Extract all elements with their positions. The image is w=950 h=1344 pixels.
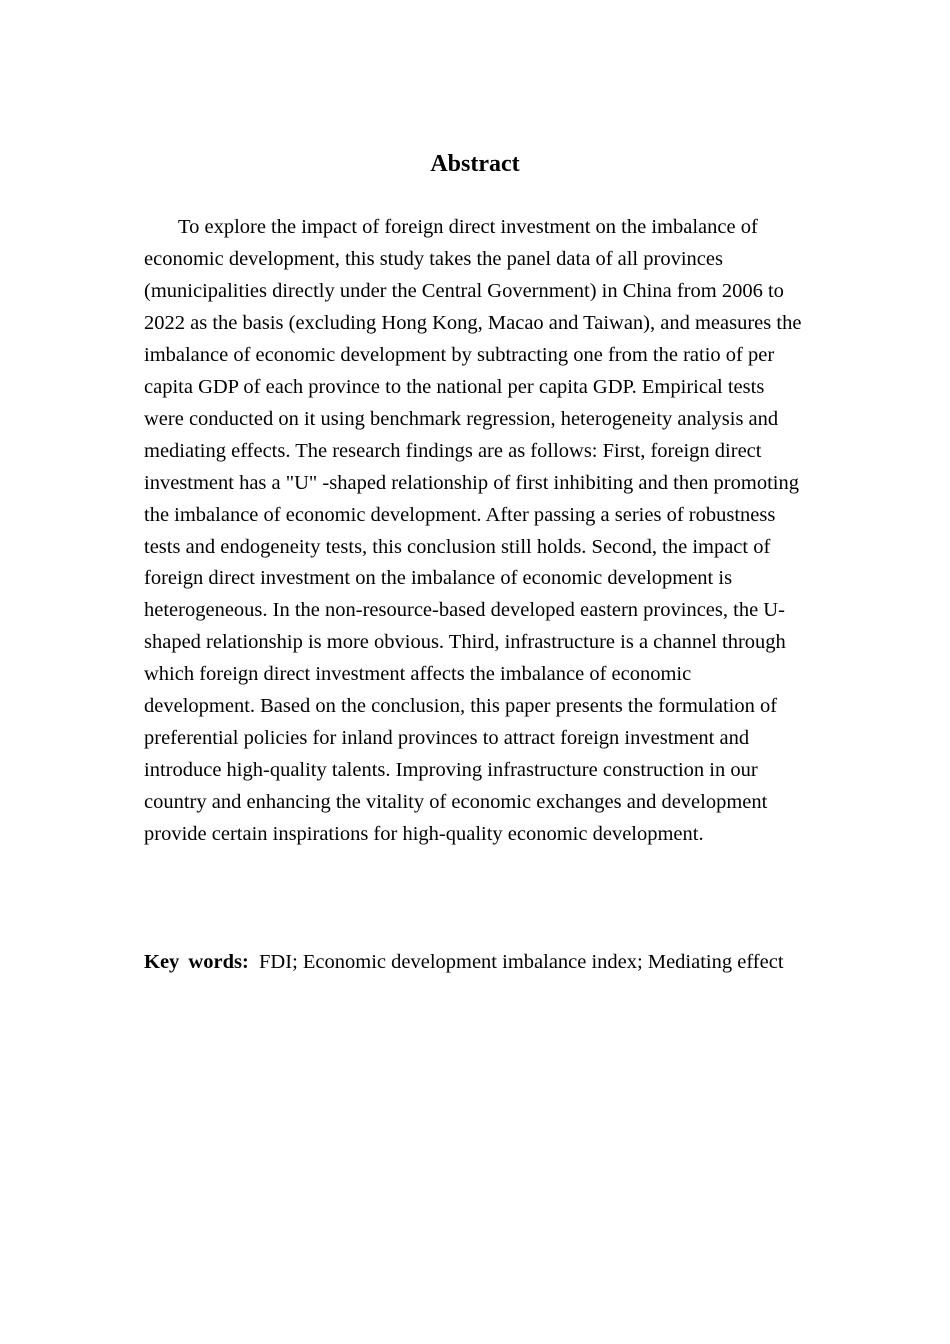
keywords-label: Key words: bbox=[144, 951, 249, 973]
abstract-body: To explore the impact of foreign direct investment on the imbalance of economic development, this study takes the panel data of all provinces (municipalities directly under the Central Government) in China from 2006 to 2022 as the basis (excluding Hong Kong, Macao and Taiwan), and measures the imbalance of economic development by subtracting one from the ratio of per capita GDP of each province to the national per capita GDP. Empirical tests were conducted on it using benchmark regression, heterogeneity analysis and mediating effects. The research findings are as follows: First, foreign direct investment has a "U" -shaped relationship of first inhibiting and then promoting the imbalance of economic development. After passing a series of robustness tests and endogeneity tests, this conclusion still holds. Second, the impact of foreign direct investment on the imbalance of economic development is heterogeneous. In the non-resource-based developed eastern provinces, the U-shaped relationship is more obvious. Third, infrastructure is a channel through which foreign direct investment affects the imbalance of economic development. Based on the conclusion, this paper presents the formulation of preferential policies for inland provinces to attract foreign investment and introduce high-quality talents. Improving infrastructure construction in our country and enhancing the vitality of economic exchanges and development provide certain inspirations for high-quality economic development. bbox=[144, 216, 802, 846]
abstract-title: Abstract bbox=[430, 151, 520, 177]
keywords-line bbox=[144, 947, 806, 979]
keywords-value: FDI; Economic development imbalance index; Mediating effect bbox=[259, 951, 784, 973]
